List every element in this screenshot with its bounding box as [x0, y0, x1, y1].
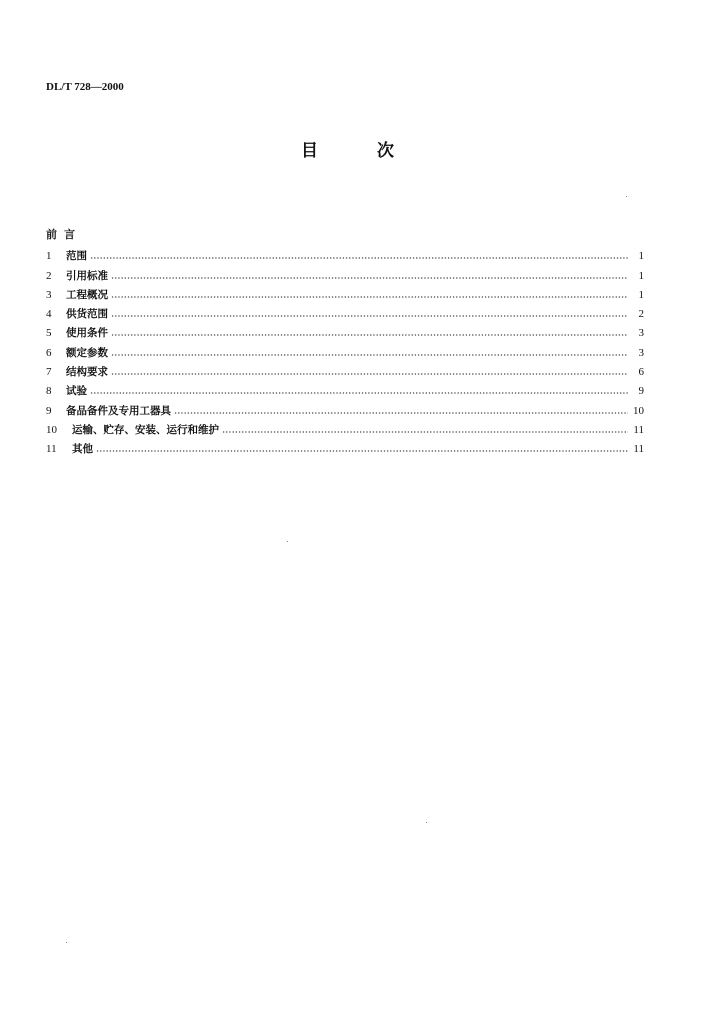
toc-entry[interactable]	[46, 302, 644, 321]
toc-dot-leader	[111, 372, 628, 376]
toc-entry-title: 其他	[72, 443, 93, 456]
toc-entry-title: 结构要求	[66, 366, 108, 379]
toc-dot-leader	[96, 449, 628, 453]
toc-entry-number: 8	[46, 385, 52, 398]
toc-entry-title: 试验	[66, 385, 87, 398]
toc-entry[interactable]	[46, 398, 644, 417]
toc-entry-page: 3	[638, 346, 644, 359]
toc-entry[interactable]	[46, 379, 644, 398]
toc-dot-leader	[222, 430, 628, 434]
toc-dot-leader	[111, 276, 628, 280]
toc-entry-number: 3	[46, 288, 52, 301]
toc-entry-number: 6	[46, 346, 52, 359]
toc-entry[interactable]	[46, 283, 644, 302]
toc-dot-leader	[111, 333, 628, 337]
scan-speck	[287, 541, 288, 542]
toc-entry-title: 额定参数	[66, 346, 108, 359]
toc-entry-number: 7	[46, 366, 52, 379]
toc-entry-title: 使用条件	[66, 327, 108, 340]
toc-dot-leader	[174, 411, 628, 415]
title-char-2: 次	[377, 141, 394, 161]
toc-entry[interactable]	[46, 437, 644, 456]
toc-entry[interactable]	[46, 321, 644, 340]
toc-entry-page: 9	[638, 385, 644, 398]
toc-entry-title: 备品备件及专用工器具	[66, 404, 171, 417]
toc-entry-page: 1	[638, 288, 644, 301]
toc-entry-number: 10	[46, 423, 57, 436]
toc-entry-number: 5	[46, 327, 52, 340]
toc-entry-page: 11	[633, 443, 644, 456]
toc-entry-page: 1	[638, 269, 644, 282]
toc-entry-title: 引用标准	[66, 269, 108, 282]
scan-speck	[626, 196, 627, 197]
toc-heading: 前言	[46, 228, 82, 241]
toc-entry-page: 10	[633, 404, 644, 417]
scan-speck	[66, 942, 67, 943]
toc-entry-page: 2	[638, 308, 644, 321]
table-of-contents	[46, 226, 644, 456]
toc-entry-page: 1	[638, 250, 644, 263]
toc-entry-page: 11	[633, 423, 644, 436]
toc-dot-leader	[111, 314, 628, 318]
toc-dot-leader	[111, 353, 628, 357]
toc-entry-page: 3	[638, 327, 644, 340]
toc-entry-title: 供货范围	[66, 308, 108, 321]
toc-entry-title: 工程概况	[66, 288, 108, 301]
toc-entry[interactable]	[46, 418, 644, 437]
toc-dot-leader	[90, 391, 628, 395]
toc-dot-leader	[111, 295, 628, 299]
toc-entry-title: 范围	[66, 250, 87, 263]
scan-speck	[426, 822, 427, 823]
toc-dot-leader	[90, 256, 628, 260]
title-char-1: 目	[301, 141, 318, 161]
toc-entry-number: 9	[46, 404, 52, 417]
toc-entry-number: 11	[46, 443, 57, 456]
toc-entry-page: 6	[638, 366, 644, 379]
toc-entry-number: 2	[46, 269, 52, 282]
document-code: DL/T 728—2000	[46, 81, 124, 93]
toc-entry-number: 4	[46, 308, 52, 321]
toc-entry-number: 1	[46, 250, 52, 263]
page-title	[0, 136, 713, 160]
toc-entry[interactable]	[46, 244, 644, 263]
toc-entry[interactable]	[46, 360, 644, 379]
toc-entry[interactable]	[46, 340, 644, 359]
toc-entry[interactable]	[46, 263, 644, 282]
toc-entry-title: 运输、贮存、安装、运行和维护	[72, 423, 219, 436]
